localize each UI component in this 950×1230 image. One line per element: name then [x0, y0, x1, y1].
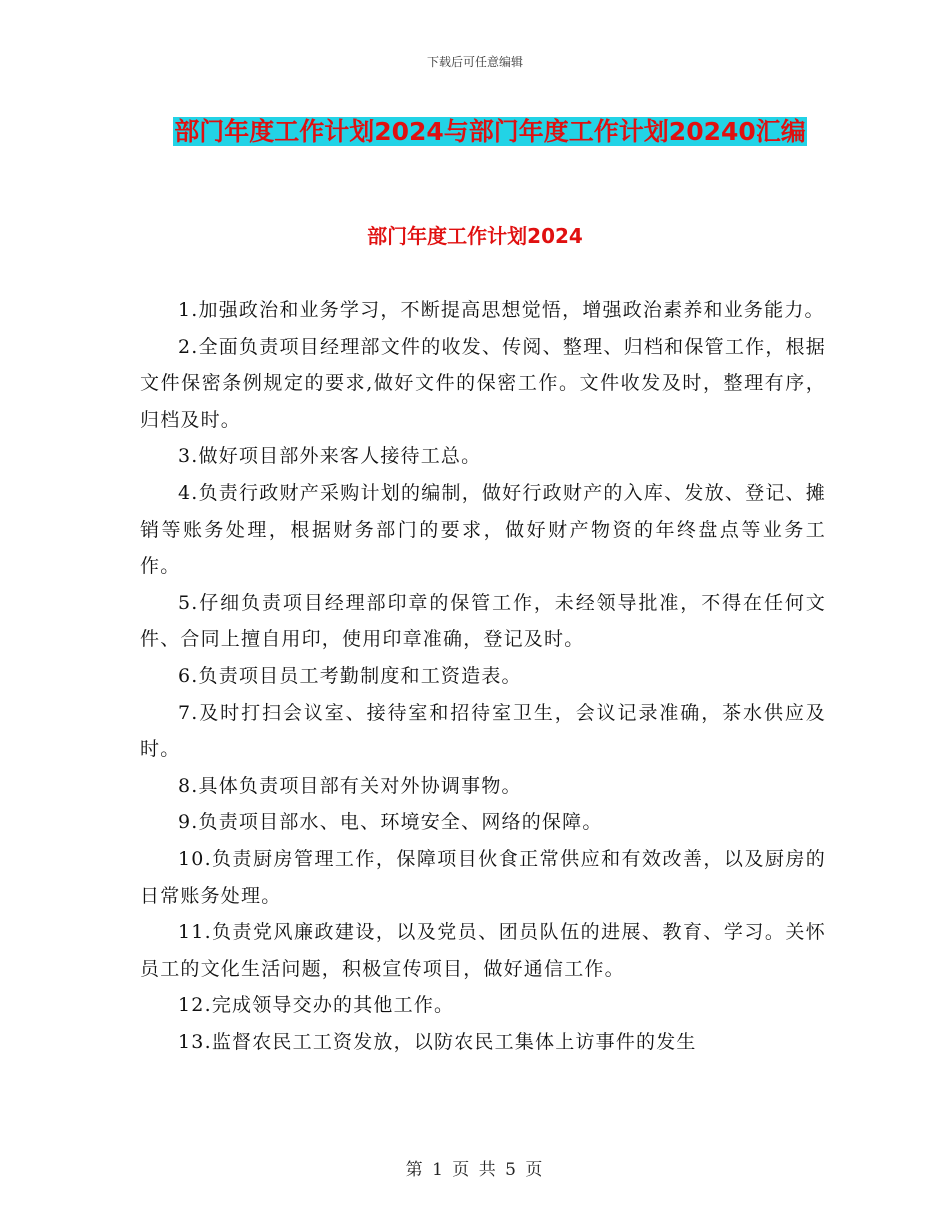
page-header-note: 下载后可任意编辑 — [426, 55, 523, 69]
paragraph: 10.负责厨房管理工作，保障项目伙食正常供应和有效改善，以及厨房的日常账务处理。 — [140, 847, 826, 907]
document-title-text: 部门年度工作计划2024与部门年度工作计划20240汇编 — [174, 117, 806, 146]
paragraph: 9.负责项目部水、电、环境安全、网络的保障。 — [178, 811, 603, 834]
section-title: 部门年度工作计划2024 — [367, 224, 583, 248]
paragraph: 6.负责项目员工考勤制度和工资造表。 — [178, 664, 522, 687]
paragraph: 5.仔细负责项目经理部印章的保管工作，未经领导批准，不得在任何文件、合同上擅自用印，使用印章准确，登记及时。 — [140, 591, 826, 651]
paragraph: 12.完成领导交办的其他工作。 — [178, 994, 455, 1017]
paragraph: 13.监督农民工工资发放，以防农民工集体上访事件的发生 — [178, 1030, 697, 1053]
body-text — [140, 292, 826, 1060]
page-footer: 第 1 页 共 5 页 — [405, 1160, 545, 1180]
paragraph: 4.负责行政财产采购计划的编制，做好行政财产的入库、发放、登记、摊销等账务处理，根据财务部门的要求，做好财产物资的年终盘点等业务工作。 — [140, 481, 826, 578]
paragraph: 7.及时打扫会议室、接待室和招待室卫生，会议记录准确，茶水供应及时。 — [140, 701, 826, 761]
paragraph: 1.加强政治和业务学习，不断提高思想觉悟，增强政治素养和业务能力。 — [178, 299, 825, 321]
paragraph: 2.全面负责项目经理部文件的收发、传阅、整理、归档和保管工作，根据文件保密条例规定的要求,做好文件的保密工作。文件收发及时，整理有序，归档及时。 — [140, 335, 826, 431]
paragraph: 3.做好项目部外来客人接待工总。 — [178, 445, 482, 468]
paragraph: 8.具体负责项目部有关对外协调事物。 — [178, 774, 522, 797]
paragraph: 11.负责党风廉政建设，以及党员、团员队伍的进展、教育、学习。关怀员工的文化生活问题，积极宣传项目，做好通信工作。 — [140, 921, 826, 980]
document-title — [140, 112, 840, 152]
